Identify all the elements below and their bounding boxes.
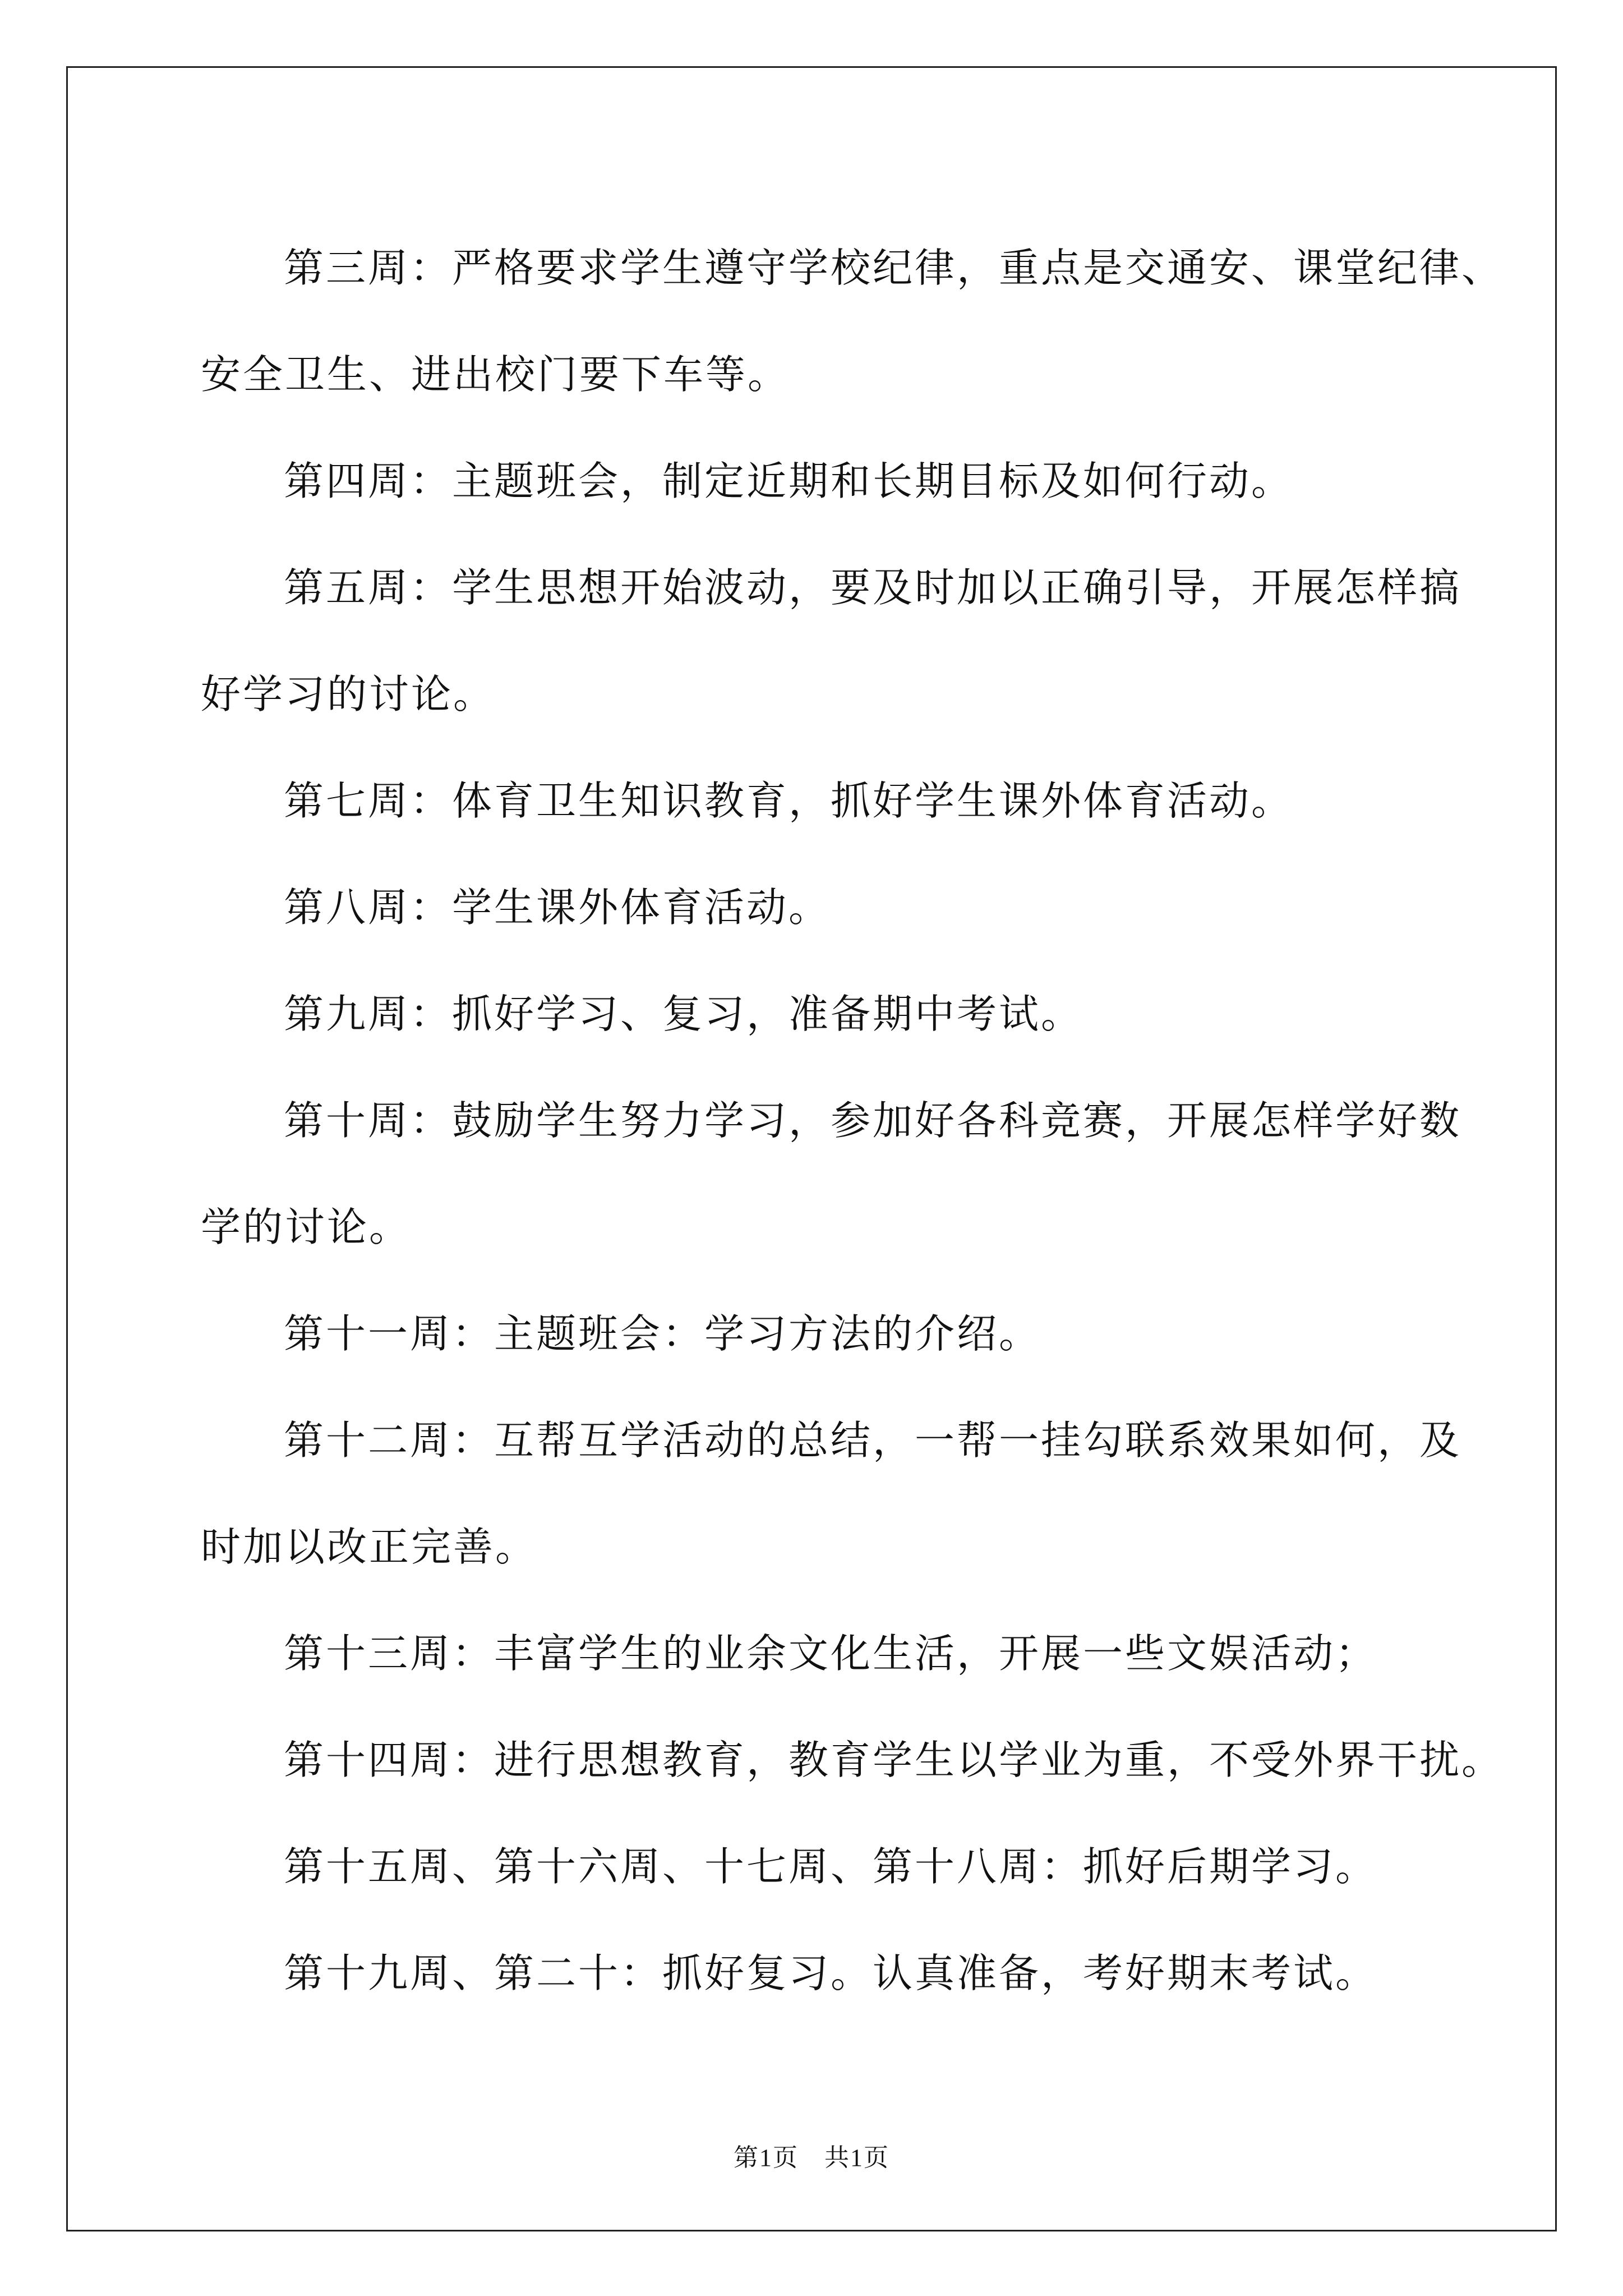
paragraph-line: 第十二周：互帮互学活动的总结，一帮一挂勾联系效果如何，及 (284, 1417, 1462, 1464)
paragraph-line: 第四周：主题班会，制定近期和长期目标及如何行动。 (284, 458, 1294, 504)
document-body (201, 215, 1504, 2027)
paragraph-week-12 (201, 1387, 1462, 1600)
paragraph-week-14 (201, 1707, 1504, 1814)
paragraph-line: 第九周：抓好学习、复习，准备期中考试。 (284, 991, 1083, 1037)
paragraph-line: 学的讨论。 (201, 1204, 412, 1250)
paragraph-line: 第十一周：主题班会：学习方法的介绍。 (284, 1310, 1041, 1357)
paragraph-week-11 (201, 1281, 1429, 1387)
page-number-footer: 第1页 共1页 (734, 2144, 889, 2171)
paragraph-week-19-20 (201, 1920, 1429, 2027)
paragraph-week-4 (201, 428, 1429, 535)
paragraph-week-8 (201, 854, 1429, 961)
paragraph-week-5 (201, 535, 1462, 748)
paragraph-line: 第十四周：进行思想教育，教育学生以学业为重，不受外界干扰。 (284, 1737, 1504, 1783)
paragraph-line: 第十五周、第十六周、十七周、第十八周：抓好后期学习。 (284, 1843, 1378, 1890)
paragraph-week-3 (201, 215, 1504, 428)
paragraph-line: 第十九周、第二十：抓好复习。认真准备，考好期末考试。 (284, 1950, 1378, 1996)
paragraph-week-10 (201, 1068, 1462, 1281)
paragraph-week-13 (201, 1600, 1429, 1707)
paragraph-week-15-18 (201, 1814, 1429, 1920)
paragraph-line: 安全卫生、进出校门要下车等。 (201, 351, 790, 398)
paragraph-line: 时加以改正完善。 (201, 1524, 538, 1570)
paragraph-line: 第五周：学生思想开始波动，要及时加以正确引导，开展怎样搞 (284, 564, 1462, 611)
paragraph-line: 第十三周：丰富学生的业余文化生活，开展一些文娱活动； (284, 1630, 1378, 1677)
paragraph-week-9 (201, 961, 1429, 1068)
paragraph-line: 好学习的讨论。 (201, 671, 496, 717)
paragraph-line: 第三周：严格要求学生遵守学校纪律，重点是交通安、课堂纪律、 (284, 245, 1504, 291)
paragraph-line: 第十周：鼓励学生努力学习，参加好各科竞赛，开展怎样学好数 (284, 1097, 1462, 1144)
paragraph-line: 第七周：体育卫生知识教育，抓好学生课外体育活动。 (284, 777, 1294, 824)
paragraph-line: 第八周：学生课外体育活动。 (284, 884, 831, 931)
paragraph-week-7 (201, 748, 1429, 854)
